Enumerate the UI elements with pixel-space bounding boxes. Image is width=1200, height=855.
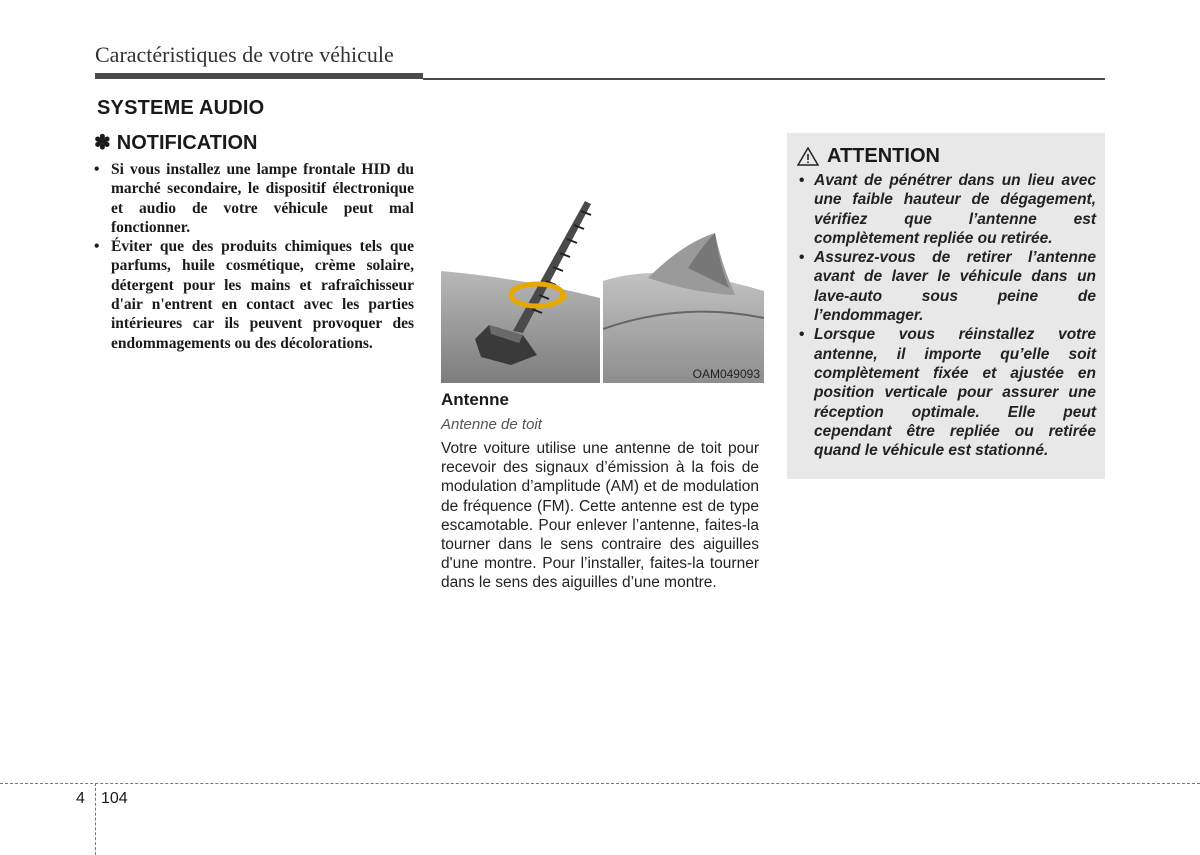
chapter-number: 4 xyxy=(76,790,85,807)
antenna-figure xyxy=(441,133,764,383)
attention-item-text: Avant de pénétrer dans un lieu avec une faible hauteur de dégagement, vérifiez que l’antenne est complètement repliée ou retirée. xyxy=(814,172,1096,247)
attention-item-text: Lorsque vous réinstallez votre antenne, il importe qu’elle soit complètement fixée et ajustée en position verticale pour assurer une réception optimale. Elle peut cependant être repliée ou retirée quand le véhicule est stationné. xyxy=(814,326,1096,460)
bullet-icon: • xyxy=(94,238,100,256)
attention-item xyxy=(797,325,1096,460)
attention-item-text: Assurez-vous de retirer l’antenne avant de laver le véhicule dans un lave-auto sous peine de l’endommager. xyxy=(814,249,1096,325)
notification-list xyxy=(94,160,414,353)
antenna-illustration-right xyxy=(603,133,764,383)
notification-item-text: Éviter que des produits chimiques tels que parfums, huile cosmétique, crème solaire, détergent pour les mains et rafraîchisseur d'air n'entrent en contact avec les parties intérieures car ils peuvent provoquer des endommagements ou des décolorations. xyxy=(111,238,414,352)
attention-heading xyxy=(797,145,940,168)
attention-item xyxy=(797,171,1096,248)
section-title: SYSTEME AUDIO xyxy=(97,97,265,119)
antenne-title: Antenne xyxy=(441,390,509,409)
page-header-title: Caractéristiques de votre véhicule xyxy=(95,42,394,67)
antenna-illustration-left xyxy=(441,133,600,383)
antenne-subtitle: Antenne de toit xyxy=(441,416,542,433)
bullet-icon: • xyxy=(799,326,805,344)
figure-code: OAM049093 xyxy=(692,367,760,381)
notification-item xyxy=(94,237,414,353)
attention-item xyxy=(797,248,1096,325)
footer-vertical-rule xyxy=(95,783,96,855)
notification-item-text: Si vous installez une lampe frontale HID du marché secondaire, le dispositif électronique et audio de votre véhicule peut mal fonctionner. xyxy=(111,161,414,236)
attention-box xyxy=(787,133,1105,479)
bullet-icon: • xyxy=(799,172,805,189)
notification-heading xyxy=(94,130,258,155)
attention-list xyxy=(797,171,1096,460)
asterisk-icon: ✽ xyxy=(94,132,111,154)
notification-item xyxy=(94,160,414,237)
bullet-icon: • xyxy=(799,249,805,267)
notification-title: NOTIFICATION xyxy=(116,132,258,154)
antenne-body: Votre voiture utilise une antenne de toit pour recevoir des signaux d’émission à la fois de modulation d’amplitude (AM) et de modulation de fréquence (FM). Cette antenne est de type escamotable. Pour enlever l’antenne, faites-la tourner dans le sens contraire des aiguilles d'une montre. Pour l’installer, faites-la tourner dans le sens des aiguilles d’une montre. xyxy=(441,440,759,592)
warning-triangle-icon xyxy=(797,147,819,166)
header-rule-thin xyxy=(423,78,1105,80)
header-rule-thick xyxy=(95,73,423,79)
footer-rule xyxy=(0,783,1200,784)
attention-title: ATTENTION xyxy=(827,145,940,167)
page-number: 104 xyxy=(101,790,128,807)
bullet-icon: • xyxy=(94,161,100,178)
